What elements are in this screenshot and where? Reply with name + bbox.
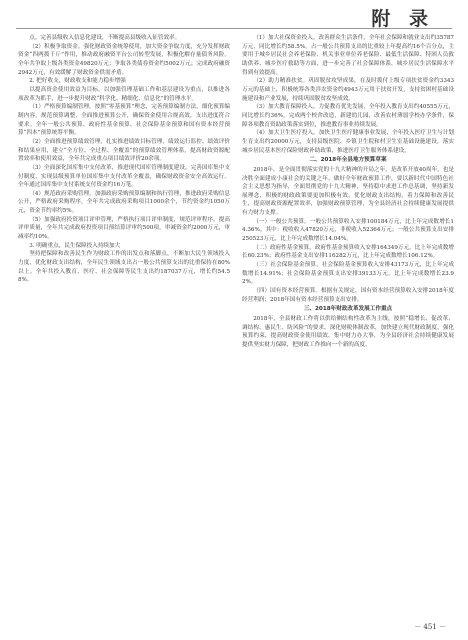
paragraph: （1）严格预算编制管理。按照“零基预算”理念，完善预算编制方法，细化预算编制内容，规范预算调整，全面推进预算公开，确保资金使用合规高效，支出进度符合要求。全年一般公共预算、政府性基金预算、社会保险基金预算和国有资本经营预算“四本”预算统筹平衡。 bbox=[18, 104, 230, 137]
paragraph: （5）加强政府投资项目评审管理，严格执行项目评审制度，规范评审程序，提高评审质量，全年共完成政府投资项目预结算评审约500项，审减资金约2000万元，审减率约10%。 bbox=[18, 216, 230, 241]
paragraph: 点。完善县级收入信息化建设，不断提高县级收入征管效率。 bbox=[29, 35, 181, 41]
paragraph: （四）国有资本经营预算。根据有关规定，国有资本经营预算收入安排2018年度经营利润；2018年国有资本经营预算支出安排。 bbox=[242, 288, 454, 303]
paragraph: （2）助力精准扶贫。巩固脱贫攻坚成果，在及时拨付上级专项扶贫资金约3343万元的基础上，积极统筹各类涉农资金约4943万元用于扶贫开发，支持贫困村基础设施建设和产业发展，持续巩固脱贫攻坚成效。 bbox=[242, 78, 454, 102]
right-column bbox=[242, 34, 454, 350]
paragraph: 坚持把保障和改善民生作为财政工作的出发点和落脚点，不断加大民生领域投入力度，优化财政支出结构，全年民生领域支出占一般公共预算支出的比重保持在80%以上。全年共投入教育、医疗、社会保障等民生支出约187037万元，增长约54.58%。 bbox=[18, 251, 230, 284]
section-heading: 二、2018年全县地方预算草案 bbox=[309, 157, 387, 164]
paragraph: （2）全面推进预算绩效管理，扎实推进绩效目标管理、绩效运行监控、绩效评价和结果应用，建立“全方位、全过程、全覆盖”的预算绩效管理体系，提高财政资源配置效率和使用效益，全年共完成重点项目绩效评价20余项。 bbox=[18, 138, 230, 163]
header-rule bbox=[16, 28, 452, 29]
header-title: 附 录 bbox=[371, 8, 434, 30]
paragraph: （三）社会保险基金预算。社会保险基金预算收入安排43173万元，比上年完成数增长14.91%；社会保险基金预算支出安排39133万元，比上年完成数增长23.92%。 bbox=[242, 262, 454, 286]
paragraph: （4）加大卫生医疗投入。加快卫生医疗健康事业发展，全年投入医疗卫生与计划生育支出约20000万元，支持县级医院、乡镇卫生院和村卫生室基础设施建设，落实城乡居民基本医疗保险财政补助政策，推进医疗卫生服务体系建设。 bbox=[242, 130, 454, 154]
page-header bbox=[0, 0, 468, 30]
paragraph: （4）规范政府采购管理，加强政府采购预算编制和执行管理，推进政府采购信息公开，严格政府采购程序，全年共完成政府采购项目1000余个，节约资金约1050万元，资金节约率约5%。 bbox=[18, 190, 230, 215]
paragraph: （3）加大教育保障投入。力促教育优先发展，全年投入教育支出约40555万元，同比增长约36%。完成两个校舍改造，新建幼儿园，改善农村薄弱学校办学条件，保障各项教育资助政策落实到位，推进教育事业持续发展。 bbox=[242, 104, 454, 128]
paragraph: （3）全面深化国库集中支付改革，推进现代国库管理制度建设，完善国库集中支付制度，实现县级预算单位国库集中支付改革全覆盖，确保财政资金安全高效运行。全年通过国库集中支付系统支付资金约16万笔。 bbox=[18, 164, 230, 189]
paragraph: 2. 把好收支，财政收支和能力稳步增强 bbox=[29, 78, 126, 85]
paragraph: （二）政府性基金预算。政府性基金预算收入安排164349万元，比上年完成数增长60.23%；政府性基金支出安排116282万元，比上年完成数增长106.12%。 bbox=[242, 244, 454, 260]
paragraph: （2）积极争取资金。强化财政资金统筹使用，加大资金争取力度，充分发挥财政资金“四两拨千斤”作用，推动政府融资平台公司转型发展，积极化解存量债务风险。全年共争取上级各类资金49820万元；争取各类债券资金约5002万元；完成政府融资2942万元，有效缓解了财政资金供需矛盾。 bbox=[18, 43, 230, 76]
paragraph: （1）加大社保资金投入。改善群众生活条件，全年社会保障和就业支出约35787万元，同比增长约58.5%。占一般公共预算支出的比重较上年提高约16个百分点，主要用于城乡居民社会养老保险、机关事业单位养老保险、最低生活保障、特困人员救助供养、城乡医疗救助等方面，进一步完善了社会保障体系，城乡居民生活保障水平得到有效提高。 bbox=[242, 35, 454, 76]
paragraph: 以提高资金使用效益为目标，以加强管理基础工作和基层建设为重点，以推进各项改革为抓手，进一步提升财政“科学化、精细化、信息化”的管理水平。 bbox=[18, 86, 230, 102]
section-heading: 三、2018年财政改革发展工作重点 bbox=[303, 306, 393, 313]
page-number: － 451 － bbox=[414, 623, 446, 631]
left-column bbox=[18, 34, 230, 285]
paragraph: 2018年，全县财政工作将以供给侧结构性改革为主线，按照“稳增长、促改革、调结构、惠民生、防风险”的要求，深化财税体制改革，加快建立现代财政制度，强化预算约束，提高财政资金使用绩效，集中财力办大事，为全县经济社会持续健康发展提供坚实财力保障，把财政工作推向一个新的高度。 bbox=[242, 316, 454, 348]
paragraph: （一）一般公共预算。一般公共预算收入安排100184万元，比上年完成数增长14.36%。其中：税收收入47820万元，非税收入52364万元；一般公共预算支出安排250523万元，比上年完成数增长14.04%。 bbox=[242, 218, 454, 243]
paragraph: 3. 明确重点，民生保障投入持续加大 bbox=[29, 242, 121, 249]
paragraph: 2018年，是全面贯彻落实党的十九大精神的开局之年，是改革开放40周年，也是决胜全面建成小康社会的关键之年。做好全年财政预算工作，要以新时代中国特色社会主义思想为指导，全面贯彻党的十九大精神，坚持稳中求进工作总基调，坚持新发展理念，积极的财政政策要更加积极有效，优化财政支出结构，着力保障和改善民生，提高财政资源配置效率，加强财政预算管理，为全县经济社会持续健康发展提供有力财力支撑。 bbox=[242, 166, 454, 217]
